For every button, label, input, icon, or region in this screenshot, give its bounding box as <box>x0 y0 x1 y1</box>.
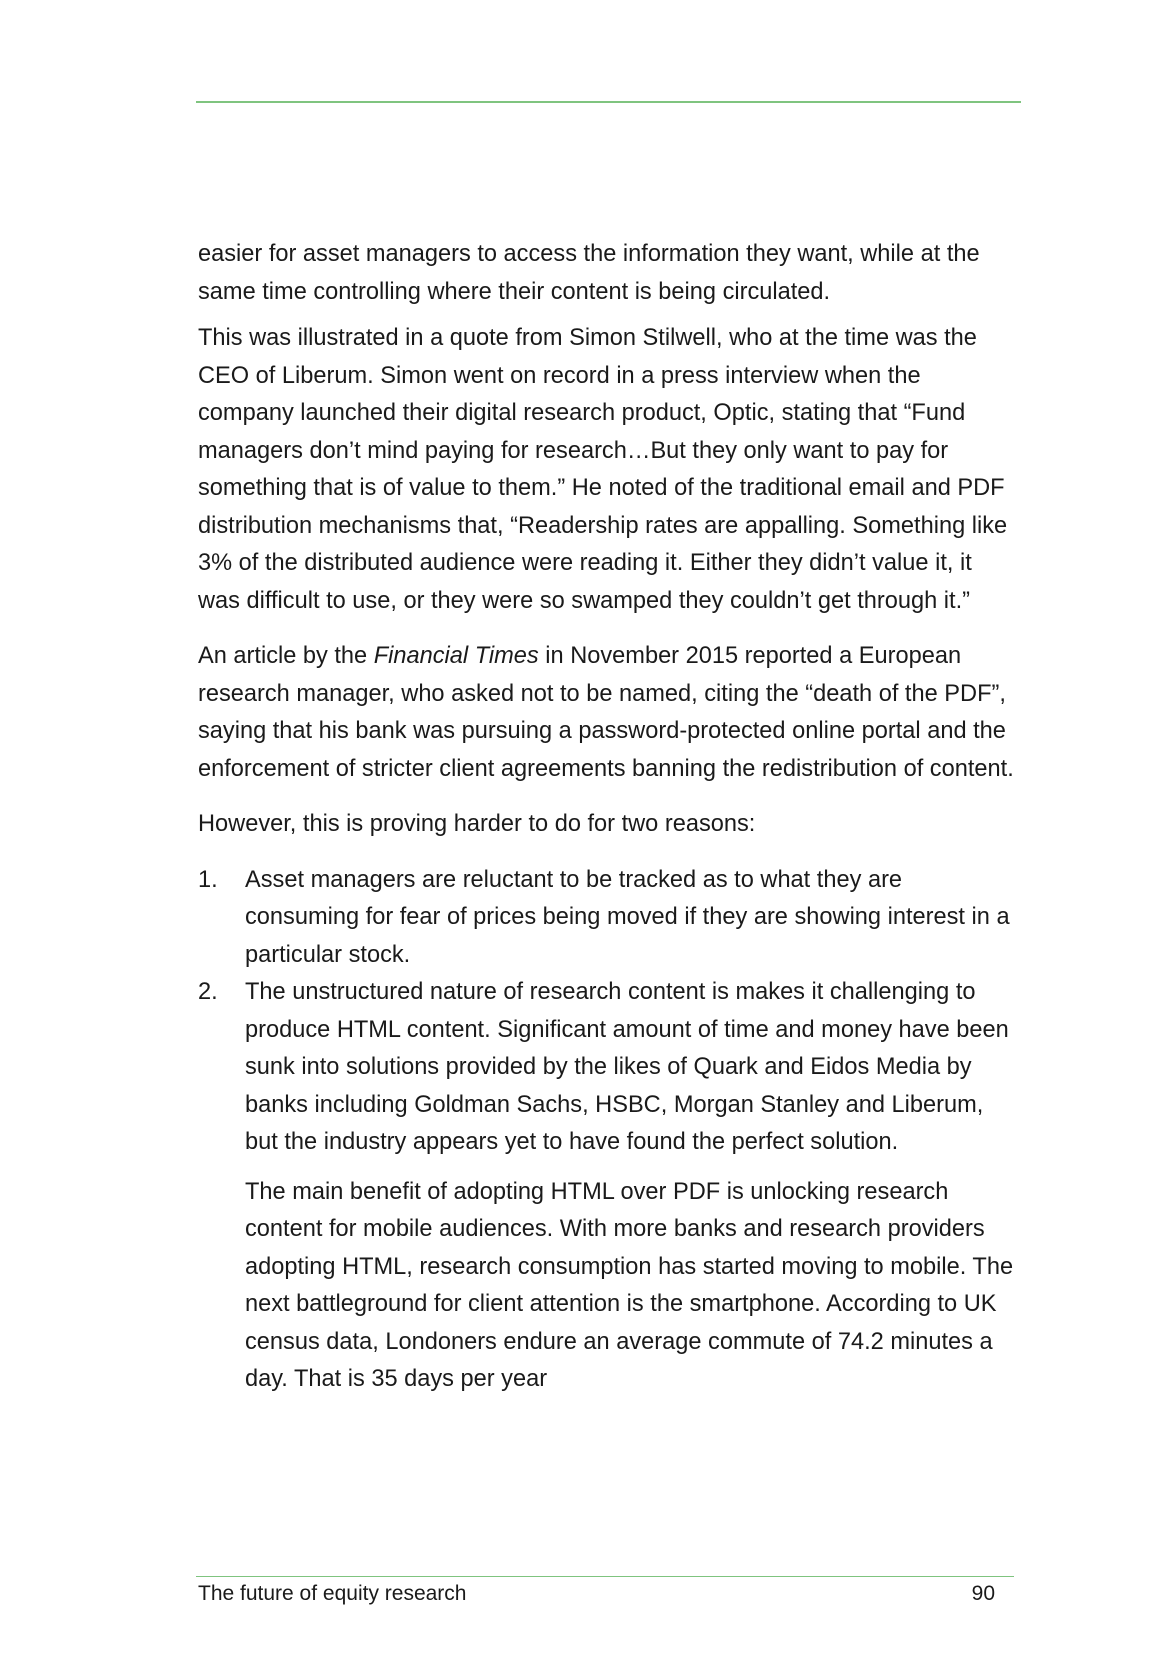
paragraph-html-benefits: The main benefit of adopting HTML over PDF is unlocking research content for mobile audiences. With more banks and research providers adopting HTML, research consumption has started moving to mobile. The next battleground for client attention is the smartphone. According to UK census data, Londoners endure an average commute of 74.2 minutes a day. That is 35 days per year <box>245 1178 1014 1392</box>
reasons-list <box>198 862 1018 1162</box>
ft-text-before: An article by the <box>198 643 374 669</box>
list-item-number: 2. <box>198 979 218 1005</box>
paragraph-reasons-intro: However, this is proving harder to do for two reasons: <box>198 811 756 837</box>
page-body <box>198 236 1018 1415</box>
ft-text-after: in November 2015 reported a European research manager, who asked not to be named, citing the “death of the PDF”, saying that his bank was pursuing a password-protected online portal and the enforcement of stricter client agreements banning the redistribution of content. <box>198 643 1014 782</box>
list-item-text: The unstructured nature of research content is makes it challenging to produce HTML content. Significant amount of time and money have been sunk into solutions provided by the likes of Quark and Eidos Media by banks including Goldman Sachs, HSBC, Morgan Stanley and Liberum, but the industry appears yet to have found the perfect solution. <box>245 979 1009 1155</box>
paragraph-stilwell-quote: This was illustrated in a quote from Simon Stilwell, who at the time was the CEO of Liberum. Simon went on record in a press interview when the company launched their digital research product, Optic, stating that “Fund managers don’t mind paying for research…But they only want to pay for something that is of value to them.” He noted of the traditional email and PDF distribution mechanisms that, “Readership rates are appalling. Something like 3% of the distributed audience were reading it. Either they didn’t value it, it was difficult to use, or they were so swamped they couldn’t get through it.” <box>198 325 1008 614</box>
list-item-text: Asset managers are reluctant to be tracked as to what they are consuming for fear of prices being moved if they are showing interest in a particular stock. <box>245 866 1010 968</box>
header-rule <box>196 101 1021 103</box>
ft-publication-name: Financial Times <box>373 643 539 669</box>
list-item-number: 1. <box>198 866 218 893</box>
footer-rule <box>196 1576 1014 1577</box>
list-item <box>198 974 1018 1162</box>
footer-page-number: 90 <box>971 1582 995 1605</box>
footer-document-title: The future of equity research <box>198 1582 467 1605</box>
list-item <box>198 862 1018 975</box>
paragraph-continuation: easier for asset managers to access the information they want, while at the same time controlling where their content is being circulated. <box>198 241 980 305</box>
paragraph-financial-times <box>198 638 1018 788</box>
